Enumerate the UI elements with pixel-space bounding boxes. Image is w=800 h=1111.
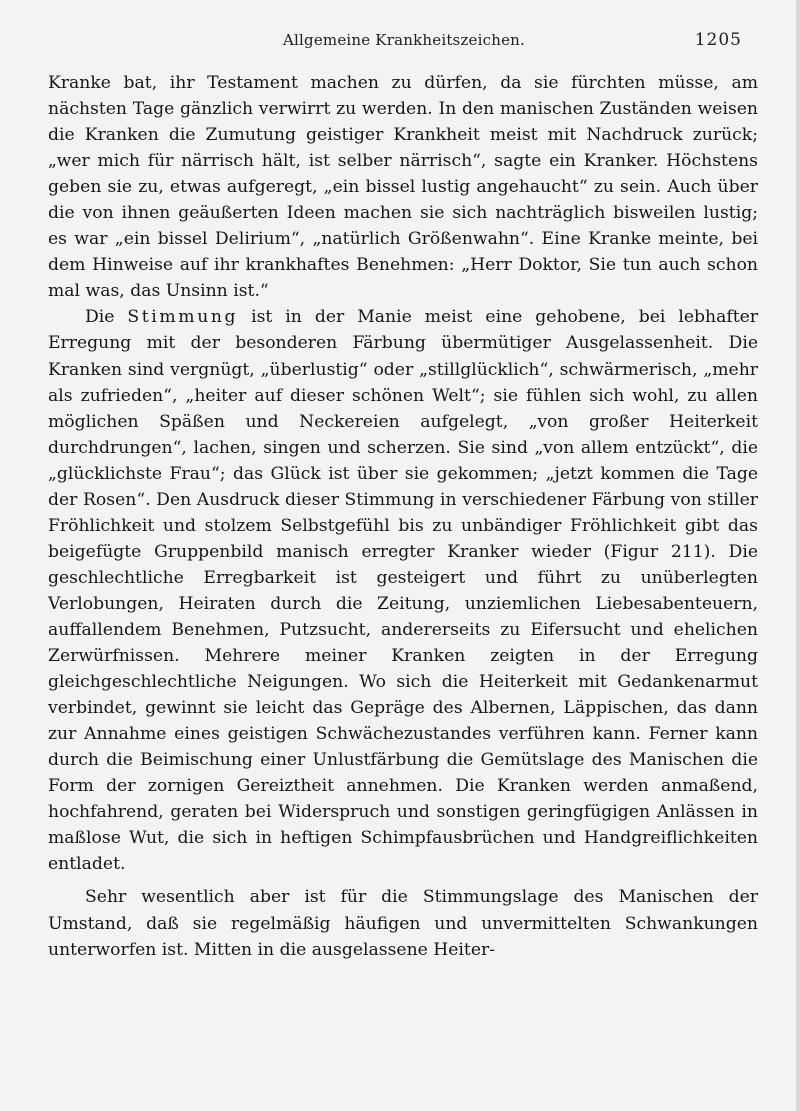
paragraph-lead-word: Die — [85, 307, 115, 328]
paragraph-schwankungen: Sehr wesentlich aber ist für die Stimmungslage des Manischen der Umstand, daß sie regelmäßig häufigen und unvermittelten Schwankungen unterworfen ist. Mitten in die ausgelassene Heiter- — [48, 887, 758, 960]
emphasized-term: Stimmung — [127, 307, 239, 328]
paragraph-stimmung — [48, 304, 758, 877]
page-number: 1205 — [694, 30, 742, 50]
scan-edge — [796, 0, 800, 1111]
paragraph-body: ist in der Manie meist eine gehobene, bei lebhafter Erregung mit der besonderen Färbung übermütiger Ausgelassenheit. Die Kranken sind vergnügt, „überlustig“ oder „stillglücklich“, schwärmerisch, „mehr als zufrieden“, „heiter auf dieser schönen Welt“; sie fühlen sich wohl, zu allen möglichen Späßen und Neckereien aufgelegt, „von großer Heiterkeit durchdrungen“, lachen, singen und scherzen. Sie sind „von allem entzückt“, die „glücklichste Frau“; das Glück ist über sie gekommen; „jetzt kommen die Tage der Rosen“. Den Ausdruck dieser Stimmung in verschiedener Färbung von stiller Fröhlichkeit und stolzem Selbstgefühl bis zu unbändiger Fröhlichkeit gibt das beigefügte Gruppenbild manisch erregter Kranker wieder (Figur 211). Die geschlechtliche Erregbarkeit ist gesteigert und führt zu unüberlegten Verlobungen, Heiraten durch die Zeitung, unziemlichen Liebesabenteuern, auffallendem Benehmen, Putzsucht, andererseits zu Eifersucht und ehelichen Zerwürfnissen. Mehrere meiner Kranken zeigten in der Erregung gleichgeschlechtliche Neigungen. Wo sich die Heiterkeit mit Gedankenarmut verbindet, gewinnt sie leicht das Gepräge des Albernen, Läppischen, das dann zur Annahme eines geistigen Schwächezustandes verführen kann. Ferner kann durch die Beimischung einer Unlustfärbung die Gemütslage des Manischen die Form der zornigen Gereiztheit annehmen. Die Kranken werden anmaßend, hochfahrend, geraten bei Widerspruch und sonstigen geringfügigen Anlässen in maßlose Wut, die sich in heftigen Schimpfausbrüchen und Handgreiflichkeiten entladet. — [48, 307, 758, 875]
body-text — [48, 70, 758, 963]
page-header — [48, 31, 760, 55]
running-head: Allgemeine Krankheitszeichen. — [283, 31, 525, 49]
paragraph-continuation: Kranke bat, ihr Testament machen zu dürfen, da sie fürchten müsse, am nächsten Tage gänzlich verwirrt zu werden. In den manischen Zuständen weisen die Kranken die Zumutung geistiger Krankheit meist mit Nachdruck zurück; „wer mich für närrisch hält, ist selber närrisch“, sagte ein Kranker. Höchstens geben sie zu, etwas aufgeregt, „ein bissel lustig angehaucht“ zu sein. Auch über die von ihnen geäußerten Ideen machen sie sich nachträglich bisweilen lustig; es war „ein bissel Delirium“, „natürlich Größenwahn“. Eine Kranke meinte, bei dem Hinweise auf ihr krankhaftes Benehmen: „Herr Doktor, Sie tun auch schon mal was, das Unsinn ist.“ — [48, 73, 758, 302]
